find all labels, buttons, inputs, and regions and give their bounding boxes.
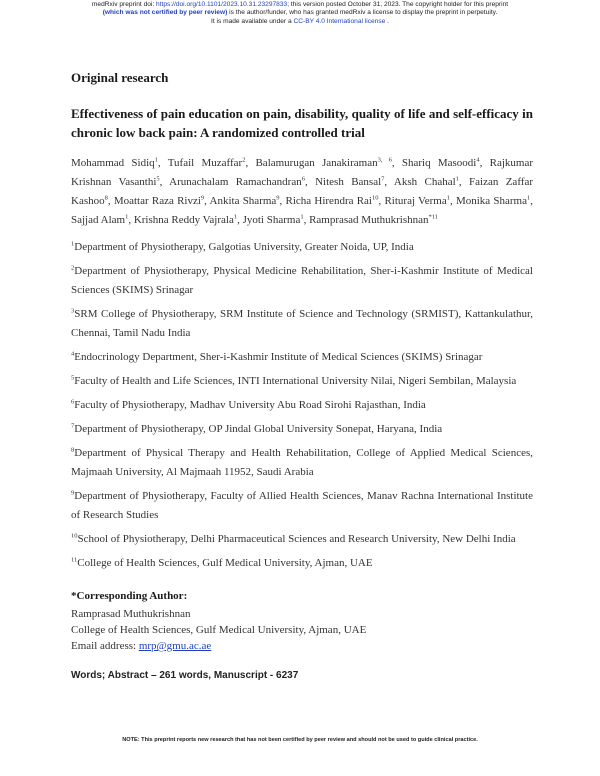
author-affiliation-marker: 4: [476, 156, 480, 164]
affiliation-list: [71, 238, 533, 573]
author-name: Tufail Muzaffar: [167, 157, 243, 169]
corresponding-name: Ramprasad Muthukrishnan: [71, 608, 191, 620]
banner-license-text: is the author/funder, who has granted medRxiv a license to display the preprint in perpetuity.: [227, 9, 498, 17]
affiliation-text: Department of Physiotherapy, OP Jindal Global University Sonepat, Haryana, India: [74, 423, 443, 435]
peer-review-notice: (which was not certified by peer review): [102, 9, 228, 17]
author-affiliation-marker: 3, 6: [377, 156, 392, 164]
affiliation-number: 1: [71, 240, 75, 248]
affiliation-number: 2: [71, 264, 75, 272]
corresponding-institution: College of Health Sciences, Gulf Medical University, Ajman, UAE: [71, 624, 367, 636]
affiliation-text: Department of Physiotherapy, Galgotias University, Greater Noida, UP, India: [74, 241, 414, 253]
banner-line-2: [0, 9, 600, 17]
affiliation-text: School of Physiotherapy, Delhi Pharmaceutical Sciences and Research University, New Delhi India: [77, 533, 516, 545]
author-name: Ramprasad Muthukrishnan: [309, 214, 429, 226]
author-affiliation-marker: 1: [455, 175, 459, 183]
author-name: Nitesh Bansal: [315, 176, 382, 188]
author-name: Faizan Zaffar Kashoo: [71, 176, 533, 207]
author-affiliation-marker: 1: [446, 194, 450, 202]
affiliation-item: [71, 238, 533, 257]
section-label: Original research: [71, 70, 169, 85]
author-name: Shariq Masoodi: [401, 157, 477, 169]
author-name: Jyoti Sharma: [242, 214, 301, 226]
author-name: Sajjad Alam: [71, 214, 126, 226]
affiliation-number: 9: [71, 489, 75, 497]
author-affiliation-marker: 5: [156, 175, 160, 183]
affiliation-number: 6: [71, 398, 75, 406]
affiliation-item: [71, 372, 533, 391]
banner-line-1: [0, 1, 600, 9]
affiliation-text: Faculty of Physiotherapy, Madhav University Abu Road Sirohi Rajasthan, India: [74, 399, 426, 411]
banner-available-text: It is made available under a: [210, 17, 294, 25]
author-affiliation-marker: 8: [104, 194, 108, 202]
doi-link[interactable]: https://doi.org/10.1101/2023.10.31.23297833: [156, 1, 288, 8]
affiliation-item: [71, 530, 533, 549]
author-affiliation-marker: 9: [200, 194, 205, 202]
affiliation-item: [71, 420, 533, 439]
author-name: Balamurugan Janakiraman: [255, 157, 378, 169]
affiliation-number: 5: [71, 374, 75, 382]
author-affiliation-marker: *11: [428, 213, 439, 221]
email-link[interactable]: mrp@gmu.ac.ae: [138, 640, 212, 652]
author-affiliation-marker: 1: [233, 213, 238, 221]
author-affiliation-marker: 10: [371, 194, 379, 202]
author-name: Arunachalam Ramachandran: [169, 176, 302, 188]
affiliation-text: Department of Physiotherapy, Physical Medicine Rehabilitation, Sher-i-Kashmir Institute of Medical Sciences (SKIMS) Srinagar: [71, 265, 533, 296]
author-name: Mohammad Sidiq: [71, 157, 155, 169]
affiliation-number: 3: [71, 307, 75, 315]
author-affiliation-marker: 7: [381, 175, 385, 183]
paper-title: Effectiveness of pain education on pain, disability, quality of life and self-efficacy in chronic low back pain: A randomized controlled trial: [71, 106, 533, 140]
corresponding-email-line: [71, 639, 533, 653]
author-name: Rajkumar Krishnan Vasanthi: [71, 157, 533, 188]
author-name: Krishna Reddy Vajrala: [133, 214, 234, 226]
author-affiliation-marker: 1: [154, 156, 158, 164]
title-page: [71, 70, 533, 682]
word-count: Words; Abstract – 261 words, Manuscript - 6237: [71, 670, 299, 681]
affiliation-number: 8: [71, 446, 75, 454]
author-name: Rituraj Verma: [384, 195, 447, 207]
author-affiliation-marker: 2: [242, 156, 246, 164]
author-name: Monika Sharma: [455, 195, 527, 207]
affiliation-text: Endocrinology Department, Sher-i-Kashmir Institute of Medical Sciences (SKIMS) Srinagar: [74, 351, 483, 363]
affiliation-item: [71, 396, 533, 415]
affiliation-item: [71, 348, 533, 367]
email-label: Email address:: [71, 640, 139, 652]
affiliation-number: 7: [71, 422, 75, 430]
affiliation-number: 4: [71, 350, 75, 358]
author-affiliation-marker: 6: [301, 175, 305, 183]
banner-line-3: [0, 18, 600, 26]
affiliation-item: [71, 487, 533, 525]
banner-prefix: medRxiv preprint doi:: [91, 1, 157, 8]
corresponding-author-block: [71, 589, 533, 653]
author-name: Ankita Sharma: [209, 195, 277, 207]
affiliation-number: 11: [71, 556, 78, 564]
author-name: Aksh Chahal: [393, 176, 456, 188]
author-affiliation-marker: 1: [125, 213, 129, 221]
author-affiliation-marker: 1: [300, 213, 304, 221]
license-link[interactable]: CC-BY 4.0 International license: [293, 17, 386, 25]
affiliation-text: Faculty of Health and Life Sciences, INTI International University Nilai, Nigeri Sembilan, Malaysia: [74, 375, 517, 387]
affiliation-text: Department of Physiotherapy, Faculty of Allied Health Sciences, Manav Rachna International Institute of Research Studies: [71, 490, 533, 521]
affiliation-item: [71, 305, 533, 343]
affiliation-text: College of Health Sciences, Gulf Medical University, Ajman, UAE: [77, 557, 373, 569]
affiliation-number: 10: [71, 532, 78, 540]
author-list: Mohammad Sidiq$^1$, Tufail Muzaffar$^2$, Balamurugan Janakiraman$^{3, 6}$, Shariq Masoodi$^4$, Rajkumar Krishnan Vasanthi$^5$, Arunachalam Ramachandran$^6$, Nitesh Bansal$^7$, Aksh Chahal$^1$, Faizan Zaffar Kashoo$^8$, Moattar Raza Rivzi$^9$, Ankita Sharma$^9$, Richa Hirendra Rai$^{10}$, Rituraj Verma$^1$, Monika Sharma$^1$, Sajjad Alam$^1$, Krishna Reddy Vajrala$^1$, Jyoti Sharma$^1$, Ramprasad Muthukrishnan$^{*11}$: [71, 156, 533, 226]
preprint-banner: [0, 1, 600, 26]
corresponding-heading: *Corresponding Author:: [71, 590, 188, 602]
affiliation-item: [71, 444, 533, 482]
affiliation-item: [71, 554, 533, 573]
banner-end: .: [385, 17, 390, 25]
author-affiliation-marker: 1: [527, 194, 531, 202]
author-name: Moattar Raza Rivzi: [113, 195, 201, 207]
affiliation-text: SRM College of Physiotherapy, SRM Institute of Science and Technology (SRMIST), Kattankulathur, Chennai, Tamil Nadu India: [71, 308, 533, 339]
affiliation-item: [71, 262, 533, 300]
footer-note: NOTE: This preprint reports new research that has not been certified by peer review and should not be used to guide clinical practice.: [122, 737, 478, 743]
author-affiliation-marker: 9: [276, 194, 280, 202]
affiliation-text: Department of Physical Therapy and Health Rehabilitation, College of Applied Medical Sciences, Majmaah University, Al Majmaah 11952, Saudi Arabia: [71, 447, 533, 478]
author-name: Richa Hirendra Rai: [285, 195, 372, 207]
banner-posted-text: ; this version posted October 31, 2023. The copyright holder for this preprint: [287, 1, 509, 8]
